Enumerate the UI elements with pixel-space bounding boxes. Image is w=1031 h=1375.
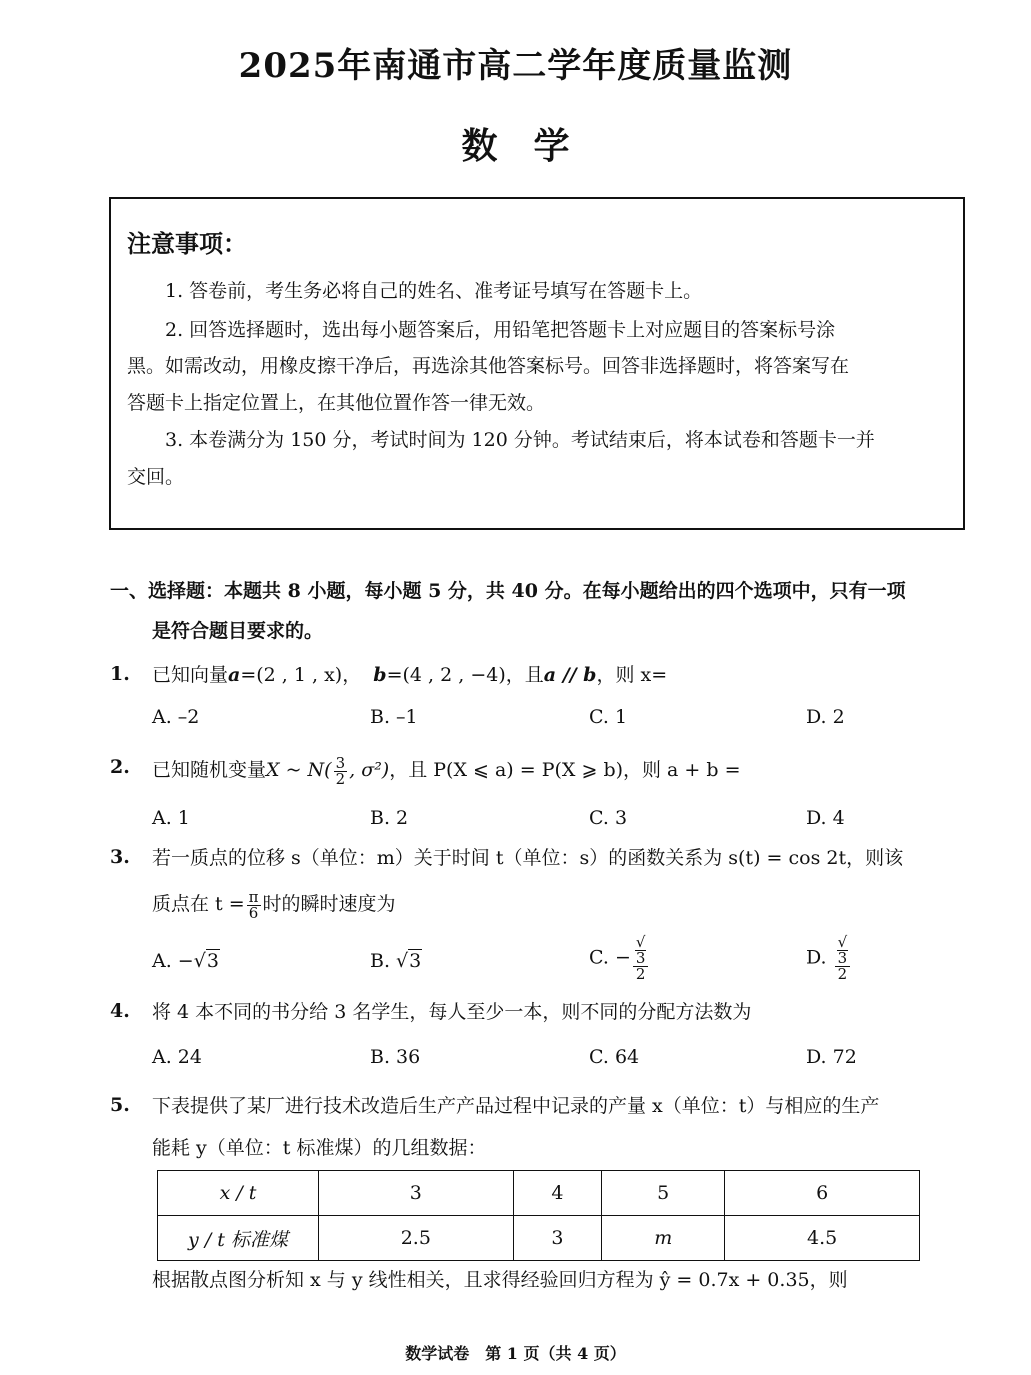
q1-a-value: =(2 , 1 , x)， (240, 664, 362, 686)
subject-title: 数学 (461, 125, 606, 167)
table-cell: 4 (513, 1171, 601, 1216)
q4-option-d: D. 72 (806, 1046, 857, 1068)
sqrt-radicand: 3 (409, 950, 422, 972)
table-cell (602, 1216, 725, 1261)
fraction-numerator: 3 (335, 753, 346, 772)
table-cell: 5 (602, 1171, 725, 1216)
table-row (158, 1171, 920, 1216)
question-3-line-1: 若一质点的位移 s（单位：m）关于时间 t（单位：s）的函数关系为 s(t) = cos 2t，则该 (152, 847, 904, 869)
fraction-numerator: π (248, 887, 259, 906)
table-cell: 4.5 (725, 1216, 920, 1261)
q1-option-b: B. –1 (370, 706, 418, 728)
question-2-stem (152, 753, 741, 787)
q3-line2-post: 时的瞬时速度为 (262, 893, 396, 915)
question-1-stem (152, 663, 667, 687)
section-1-heading-line-1: 一、选择题：本题共 8 小题，每小题 5 分，共 40 分。在每小题给出的四个选项中，只有一项 (110, 580, 906, 602)
vector-a: a (228, 664, 241, 686)
table-header-x: x / t (219, 1182, 257, 1204)
notice-heading: 注意事项： (127, 229, 247, 258)
q2-pre: 已知随机变量 (152, 759, 267, 781)
fraction-sqrt3-halves (835, 935, 851, 982)
q3-option-c-label: C. − (589, 946, 631, 969)
sqrt-radicand: 3 (206, 950, 219, 972)
fraction-numerator (633, 935, 649, 967)
table-header-y: y / t 标准煤 (188, 1228, 288, 1251)
vector-b: b (373, 664, 387, 686)
page-footer: 数学试卷 第 1 页（共 4 页） (405, 1344, 626, 1363)
exam-title: 2025年南通市高二学年度质量监测 (238, 46, 793, 86)
fraction-denominator: 2 (635, 965, 646, 983)
q2-distribution: X ~ N( (266, 759, 332, 781)
q2-option-a: A. 1 (152, 807, 190, 829)
fraction-sqrt3-halves (633, 935, 649, 982)
table-cell: 3 (319, 1171, 514, 1216)
sqrt-radicand: 3 (635, 949, 646, 967)
notice-item-2-line-3: 答题卡上指定位置上，在其他位置作答一律无效。 (127, 392, 546, 414)
fraction-numerator (835, 935, 851, 967)
section-1-heading-line-2: 是符合题目要求的。 (152, 620, 324, 642)
notice-item-1: 1. 答卷前，考生务必将自己的姓名、准考证号填写在答题卡上。 (165, 280, 703, 302)
q3-option-a (152, 950, 220, 972)
q3-option-a-label: A. − (152, 950, 194, 972)
q1-option-a: A. –2 (152, 706, 200, 728)
q1-pre: 已知向量 (152, 664, 229, 686)
sqrt-sign: √ (635, 933, 646, 951)
q3-line2-pre: 质点在 t = (152, 893, 245, 915)
question-2-number: 2. (110, 756, 130, 778)
table-cell: 6 (725, 1171, 920, 1216)
table-cell-m: m (654, 1227, 673, 1249)
question-4-stem: 将 4 本不同的书分给 3 名学生，每人至少一本，则不同的分配方法数为 (152, 1001, 752, 1023)
fraction-denominator: 6 (248, 903, 259, 922)
question-4-number: 4. (110, 1000, 130, 1022)
notice-item-2-line-1: 2. 回答选择题时，选出每小题答案后，用铅笔把答题卡上对应题目的答案标号涂 (165, 319, 836, 341)
q4-option-a: A. 24 (152, 1046, 202, 1068)
data-table (157, 1170, 920, 1261)
notice-item-2-line-2: 黑。如需改动，用橡皮擦干净后，再选涂其他答案标号。回答非选择题时，将答案写在 (127, 355, 850, 377)
q3-option-d (806, 935, 852, 982)
q3-option-c (589, 935, 650, 982)
q2-option-b: B. 2 (370, 807, 409, 829)
sqrt-sign: √ (837, 933, 848, 951)
q4-option-c: C. 64 (589, 1046, 640, 1068)
fraction-pi-sixths (247, 887, 261, 922)
fraction-denominator: 2 (335, 769, 346, 788)
notice-item-3-line-1: 3. 本卷满分为 150 分，考试时间为 120 分钟。考试结束后，将本试卷和答题卡一并 (165, 429, 875, 451)
q1-option-d: D. 2 (806, 706, 845, 728)
question-5-line-3: 根据散点图分析知 x 与 y 线性相关，且求得经验回归方程为 ŷ = 0.7x + 0.35，则 (152, 1269, 848, 1291)
q1-b-value: =(4 , 2 , −4)，且 (386, 664, 544, 686)
q2-distribution-post: , σ²) (349, 759, 390, 781)
question-1-number: 1. (110, 663, 130, 685)
q2-option-d: D. 4 (806, 807, 845, 829)
sqrt-radicand: 3 (837, 949, 848, 967)
q2-option-c: C. 3 (589, 807, 628, 829)
question-3-number: 3. (110, 846, 130, 868)
table-cell: 2.5 (319, 1216, 514, 1261)
table-row (158, 1216, 920, 1261)
q2-post: ，且 P(X ⩽ a) = P(X ⩾ b)，则 a + b = (389, 759, 741, 781)
q3-option-d-label: D. (806, 946, 833, 969)
table-cell (158, 1216, 319, 1261)
question-5-number: 5. (110, 1094, 130, 1116)
q3-option-b-label: B. (370, 950, 397, 972)
fraction-denominator: 2 (837, 965, 848, 983)
q3-option-b (370, 950, 422, 972)
question-3-line-2 (152, 887, 396, 921)
q1-condition: a // b (543, 664, 597, 686)
q4-option-b: B. 36 (370, 1046, 421, 1068)
q1-post: ，则 x= (596, 664, 668, 686)
notice-item-3-line-2: 交回。 (127, 466, 185, 488)
sqrt-sign: √ (396, 950, 409, 972)
question-5-line-2: 能耗 y（单位：t 标准煤）的几组数据： (152, 1137, 487, 1159)
question-5-line-1: 下表提供了某厂进行技术改造后生产产品过程中记录的产量 x（单位：t）与相应的生产 (152, 1095, 880, 1117)
table-cell: 3 (513, 1216, 601, 1261)
q1-option-c: C. 1 (589, 706, 628, 728)
sqrt-sign: √ (193, 950, 206, 972)
table-cell (158, 1171, 319, 1216)
fraction-three-halves (334, 753, 348, 788)
